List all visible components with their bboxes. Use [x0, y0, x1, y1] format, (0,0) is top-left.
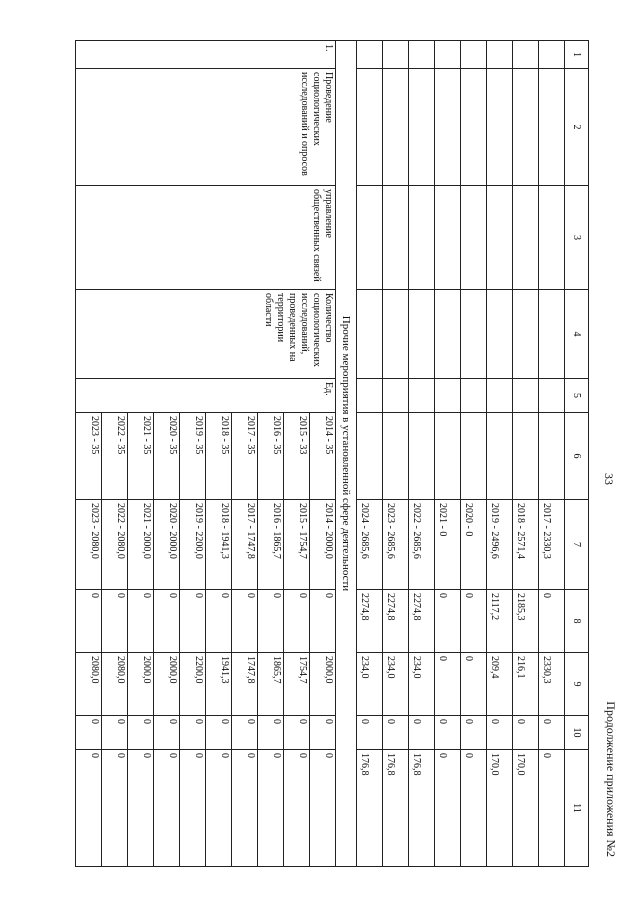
empty-cell — [461, 69, 487, 186]
empty-cell — [435, 41, 461, 69]
cell-c8: 0 — [539, 590, 565, 653]
cell-c6: 2023 - 35 — [76, 413, 102, 500]
empty-cell — [513, 186, 539, 290]
cell-c10: 0 — [284, 716, 310, 750]
empty-cell — [513, 290, 539, 379]
empty-cell — [461, 379, 487, 413]
empty-cell — [357, 186, 383, 290]
empty-cell — [409, 41, 435, 69]
empty-cell — [383, 290, 409, 379]
cell-c8: 0 — [284, 590, 310, 653]
cell-c7: 2015 - 1754,7 — [284, 500, 310, 590]
empty-cell — [487, 290, 513, 379]
cell-c9: 2000,0 — [128, 653, 154, 716]
cell-c11: 170,0 — [487, 750, 513, 867]
empty-cell — [487, 186, 513, 290]
cell-c11: 0 — [310, 750, 336, 867]
empty-cell — [383, 379, 409, 413]
section-row — [336, 41, 357, 867]
empty-cell — [513, 413, 539, 500]
empty-cell — [461, 413, 487, 500]
cell-c7: 2019 - 2496,6 — [487, 500, 513, 590]
table-row — [383, 41, 409, 867]
empty-cell — [539, 186, 565, 290]
page-number: 33 — [602, 473, 616, 485]
col-number-8: 8 — [565, 590, 589, 653]
cell-c7: 2022 - 2685,6 — [409, 500, 435, 590]
empty-cell — [539, 379, 565, 413]
empty-cell — [409, 290, 435, 379]
item-unit: Ед. — [76, 379, 336, 413]
cell-c10: 0 — [128, 716, 154, 750]
empty-cell — [357, 413, 383, 500]
cell-c10: 0 — [310, 716, 336, 750]
cell-c8: 0 — [180, 590, 206, 653]
empty-cell — [383, 186, 409, 290]
cell-c11: 0 — [435, 750, 461, 867]
cell-c8: 2274,8 — [409, 590, 435, 653]
empty-cell — [539, 413, 565, 500]
cell-c6: 2016 - 35 — [258, 413, 284, 500]
empty-cell — [513, 69, 539, 186]
cell-c10: 0 — [154, 716, 180, 750]
empty-cell — [461, 290, 487, 379]
cell-c9: 1747,8 — [232, 653, 258, 716]
empty-cell — [409, 413, 435, 500]
cell-c7: 2023 - 2080,0 — [76, 500, 102, 590]
cell-c11: 0 — [128, 750, 154, 867]
column-number-row — [565, 41, 589, 867]
cell-c9: 209,4 — [487, 653, 513, 716]
item-number: 1. — [76, 41, 336, 69]
cell-c9: 2000,0 — [310, 653, 336, 716]
empty-cell — [357, 379, 383, 413]
cell-c9: 234,0 — [383, 653, 409, 716]
cell-c10: 0 — [258, 716, 284, 750]
cell-c8: 0 — [76, 590, 102, 653]
empty-cell — [383, 69, 409, 186]
cell-c11: 0 — [206, 750, 232, 867]
cell-c7: 2017 - 1747,8 — [232, 500, 258, 590]
empty-cell — [409, 379, 435, 413]
table-row — [409, 41, 435, 867]
cell-c8: 2274,8 — [357, 590, 383, 653]
empty-cell — [435, 413, 461, 500]
cell-c8: 0 — [232, 590, 258, 653]
cell-c6: 2018 - 35 — [206, 413, 232, 500]
cell-c9: 234,0 — [357, 653, 383, 716]
cell-c11: 176,8 — [409, 750, 435, 867]
cell-c9: 1941,3 — [206, 653, 232, 716]
cell-c11: 0 — [154, 750, 180, 867]
cell-c6: 2014 - 35 — [310, 413, 336, 500]
empty-cell — [487, 413, 513, 500]
cell-c7: 2014 - 2000,0 — [310, 500, 336, 590]
cell-c6: 2022 - 35 — [102, 413, 128, 500]
cell-c7: 2024 - 2685,6 — [357, 500, 383, 590]
cell-c6: 2015 - 33 — [284, 413, 310, 500]
cell-c9: 216,1 — [513, 653, 539, 716]
cell-c7: 2020 - 2000,0 — [154, 500, 180, 590]
cell-c11: 176,8 — [383, 750, 409, 867]
continuation-header: Продолжение приложения №2 — [604, 701, 618, 857]
empty-cell — [513, 379, 539, 413]
cell-c11: 170,0 — [513, 750, 539, 867]
empty-cell — [513, 41, 539, 69]
cell-c7: 2016 - 1865,7 — [258, 500, 284, 590]
col-number-1: 1 — [565, 41, 589, 69]
item-name: Проведение социологических исследований и опросов — [76, 69, 336, 186]
cell-c7: 2021 - 2000,0 — [128, 500, 154, 590]
cell-c10: 0 — [357, 716, 383, 750]
cell-c9: 234,0 — [409, 653, 435, 716]
cell-c7: 2022 - 2080,0 — [102, 500, 128, 590]
item-executor: управление общественных связей — [76, 186, 336, 290]
cell-c7: 2020 - 0 — [461, 500, 487, 590]
item-indicator: Количество социологических исследований, проведенных на территории области — [76, 290, 336, 379]
cell-c10: 0 — [102, 716, 128, 750]
empty-cell — [409, 186, 435, 290]
cell-c10: 0 — [461, 716, 487, 750]
col-number-5: 5 — [565, 379, 589, 413]
col-number-4: 4 — [565, 290, 589, 379]
table-body — [76, 41, 589, 867]
cell-c10: 0 — [206, 716, 232, 750]
empty-cell — [461, 186, 487, 290]
cell-c9: 0 — [461, 653, 487, 716]
cell-c11: 176,8 — [357, 750, 383, 867]
cell-c10: 0 — [180, 716, 206, 750]
cell-c8: 0 — [128, 590, 154, 653]
cell-c8: 0 — [154, 590, 180, 653]
cell-c8: 0 — [310, 590, 336, 653]
cell-c10: 0 — [513, 716, 539, 750]
col-number-9: 9 — [565, 653, 589, 716]
cell-c7: 2018 - 2571,4 — [513, 500, 539, 590]
cell-c11: 0 — [258, 750, 284, 867]
table-row — [461, 41, 487, 867]
empty-cell — [357, 41, 383, 69]
cell-c7: 2021 - 0 — [435, 500, 461, 590]
table-row — [487, 41, 513, 867]
cell-c7: 2017 - 2330,3 — [539, 500, 565, 590]
empty-cell — [539, 290, 565, 379]
cell-c10: 0 — [435, 716, 461, 750]
empty-cell — [383, 413, 409, 500]
col-number-10: 10 — [565, 716, 589, 750]
table-row — [539, 41, 565, 867]
col-number-3: 3 — [565, 186, 589, 290]
cell-c8: 0 — [435, 590, 461, 653]
empty-cell — [539, 41, 565, 69]
col-number-7: 7 — [565, 500, 589, 590]
cell-c9: 0 — [435, 653, 461, 716]
cell-c8: 0 — [258, 590, 284, 653]
cell-c9: 1754,7 — [284, 653, 310, 716]
col-number-2: 2 — [565, 69, 589, 186]
cell-c11: 0 — [284, 750, 310, 867]
table-row — [435, 41, 461, 867]
cell-c8: 0 — [206, 590, 232, 653]
cell-c9: 2330,3 — [539, 653, 565, 716]
cell-c6: 2021 - 35 — [128, 413, 154, 500]
cell-c11: 0 — [102, 750, 128, 867]
cell-c11: 0 — [76, 750, 102, 867]
cell-c11: 0 — [461, 750, 487, 867]
table-row — [357, 41, 383, 867]
cell-c6: 2020 - 35 — [154, 413, 180, 500]
program-table — [75, 40, 589, 867]
cell-c8: 2274,8 — [383, 590, 409, 653]
empty-cell — [435, 69, 461, 186]
cell-c10: 0 — [409, 716, 435, 750]
cell-c6: 2017 - 35 — [232, 413, 258, 500]
cell-c11: 0 — [539, 750, 565, 867]
empty-cell — [357, 290, 383, 379]
empty-cell — [487, 379, 513, 413]
cell-c7: 2019 - 2200,0 — [180, 500, 206, 590]
empty-cell — [461, 41, 487, 69]
empty-cell — [539, 69, 565, 186]
empty-cell — [435, 290, 461, 379]
cell-c8: 2185,3 — [513, 590, 539, 653]
cell-c9: 1865,7 — [258, 653, 284, 716]
cell-c7: 2018 - 1941,3 — [206, 500, 232, 590]
cell-c8: 2117,2 — [487, 590, 513, 653]
cell-c10: 0 — [383, 716, 409, 750]
cell-c9: 2080,0 — [76, 653, 102, 716]
cell-c9: 2080,0 — [102, 653, 128, 716]
cell-c8: 0 — [102, 590, 128, 653]
empty-cell — [435, 379, 461, 413]
table-row — [513, 41, 539, 867]
cell-c10: 0 — [487, 716, 513, 750]
empty-cell — [383, 41, 409, 69]
section-title: Прочие мероприятия в установленной сфере деятельности — [336, 41, 357, 867]
cell-c10: 0 — [232, 716, 258, 750]
cell-c10: 0 — [76, 716, 102, 750]
cell-c7: 2023 - 2685,6 — [383, 500, 409, 590]
empty-cell — [435, 186, 461, 290]
empty-cell — [409, 69, 435, 186]
empty-cell — [487, 69, 513, 186]
empty-cell — [357, 69, 383, 186]
table-row — [310, 41, 336, 867]
cell-c9: 2200,0 — [180, 653, 206, 716]
cell-c6: 2019 - 35 — [180, 413, 206, 500]
cell-c11: 0 — [232, 750, 258, 867]
col-number-6: 6 — [565, 413, 589, 500]
col-number-11: 11 — [565, 750, 589, 867]
empty-cell — [487, 41, 513, 69]
cell-c10: 0 — [539, 716, 565, 750]
cell-c9: 2000,0 — [154, 653, 180, 716]
cell-c11: 0 — [180, 750, 206, 867]
cell-c8: 0 — [461, 590, 487, 653]
